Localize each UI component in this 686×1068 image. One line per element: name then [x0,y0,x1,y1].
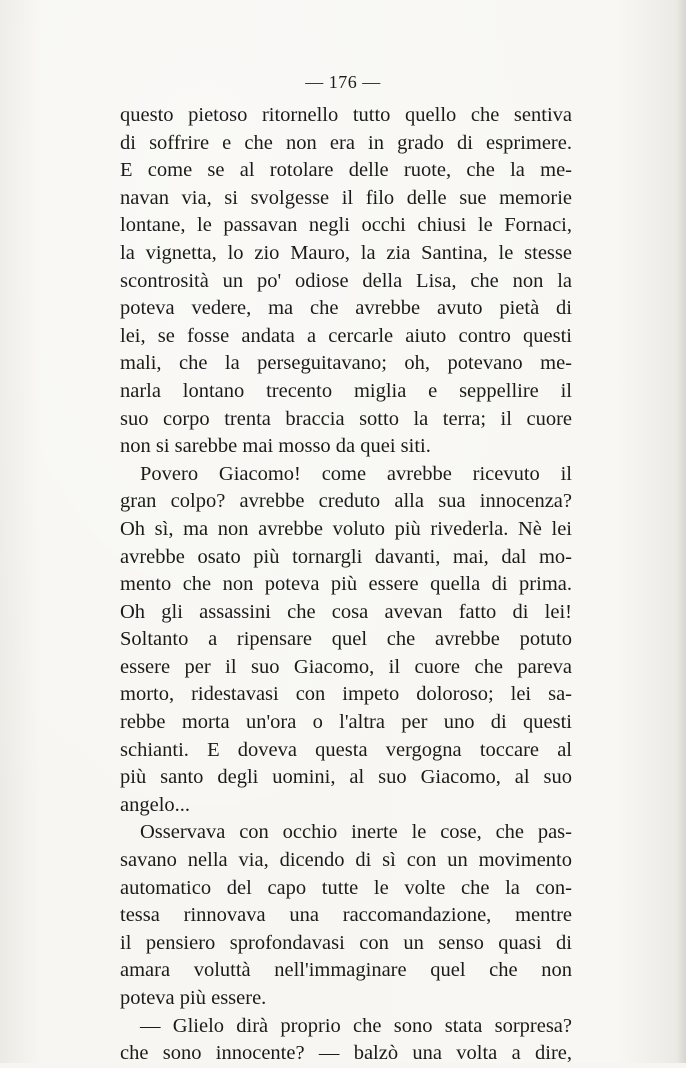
text-line: poteva più essere. [120,987,267,1009]
text-line: essere per il suo Giacomo, il cuore che pareva [120,655,572,678]
text-line: la vignetta, lo zio Mauro, la zia Santina, le stesse [120,241,572,264]
text-line: rebbe morta un'ora o l'altra per uno di questi [120,711,572,734]
text-line: — Glielo dirà proprio che sono stata sorpresa? [140,1014,572,1037]
text-line: angelo... [120,793,191,816]
page-number: — 176 — [305,72,381,92]
text-line: E come se al rotolare delle ruote, che la me- [120,159,572,182]
text-line: Oh sì, ma non avrebbe voluto più rivederla. Nè lei [120,517,572,540]
text-line: Oh gli assassini che cosa avevan fatto di lei! [120,600,572,623]
text-line: il pensiero sprofondavasi con un senso quasi di [120,931,572,954]
page-edge-shadow [676,0,686,1063]
text-line: lei, se fosse andata a cercarle aiuto contro questi [120,324,572,347]
text-line: più santo degli uomini, al suo Giacomo, al suo [120,766,572,789]
text-line: mali, che la perseguitavano; oh, potevano me- [120,352,572,375]
text-line: Osservava con occhio inerte le cose, che pas- [140,821,572,844]
text-line: amara voluttà nell'immaginare quel che non [120,959,572,982]
text-line: lontane, le passavan negli occhi chiusi le Fornaci, [120,214,572,237]
text-line: narla lontano trecento miglia e seppellire il [120,379,572,402]
text-line: che sono innocente? — balzò una volta a dire, [120,1042,572,1065]
text-line: navan via, si svolgesse il filo delle sue memorie [120,186,572,209]
text-line: di soffrire e che non era in grado di esprimere. [120,131,572,154]
text-line: tessa rinnovava una raccomandazione, mentre [120,904,572,927]
text-line: questo pietoso ritornello tutto quello che sentiva [120,104,572,126]
text-line: morto, ridestavasi con impeto doloroso; lei sa- [120,683,572,706]
text-line: scontrosità un po' odiose della Lisa, che non la [120,269,572,292]
text-line: Soltanto a ripensare quel che avrebbe potuto [120,628,572,651]
text-line: Povero Giacomo! come avrebbe ricevuto il [140,462,572,485]
text-line: avrebbe osato più tornargli davanti, mai, dal mo- [120,545,572,568]
body-text [120,102,572,1068]
text-line: non si sarebbe mai mosso da quei siti. [120,435,431,458]
text-line: savano nella via, dicendo di sì con un movimento [120,849,572,872]
text-line: mento che non poteva più essere quella di prima. [120,573,572,596]
text-line: schianti. E doveva questa vergogna toccare al [120,738,572,761]
text-line: gran colpo? avrebbe creduto alla sua innocenza? [120,490,572,513]
text-line: suo corpo trenta braccia sotto la terra; il cuore [120,407,572,430]
text-line: automatico del capo tutte le volte che la con- [120,876,572,899]
text-line: poteva vedere, ma che avrebbe avuto pietà di [120,297,572,320]
